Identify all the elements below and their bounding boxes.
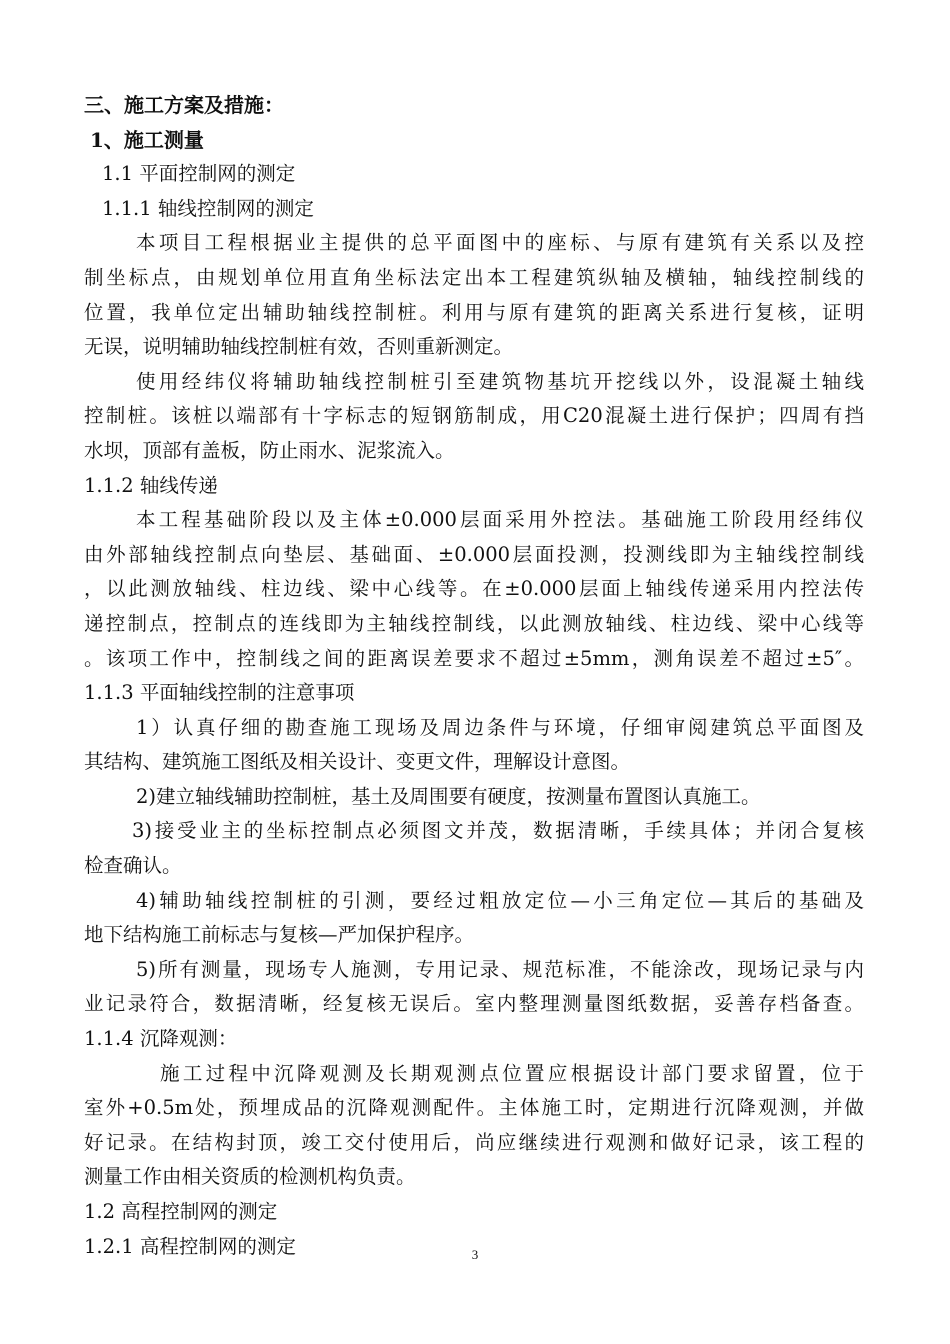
- paragraph-line: 使用经纬仪将辅助轴线控制桩引至建筑物基坑开挖线以外，设混凝土轴线: [136, 369, 864, 393]
- heading-1-1-2: 1.1.2 轴线传递: [84, 473, 218, 497]
- paragraph-line: ，以此测放轴线、柱边线、梁中心线等。在±0.000层面上轴线传递采用内控法传: [84, 577, 864, 601]
- paragraph-line: 本工程基础阶段以及主体±0.000层面采用外控法。基础施工阶段用经纬仪: [136, 508, 864, 532]
- heading-1-1-1: 1.1.1 轴线控制网的测定: [102, 196, 314, 220]
- section-heading: 三、施工方案及措施：: [84, 93, 284, 117]
- list-item-line: 业记录符合，数据清晰，经复核无误后。室内整理测量图纸数据，妥善存档备查。: [84, 992, 864, 1016]
- paragraph-line: 好记录。在结构封顶，竣工交付使用后，尚应继续进行观测和做好记录，该工程的: [84, 1130, 864, 1154]
- page-number: 3: [471, 1247, 479, 1262]
- list-item-line: 其结构、建筑施工图纸及相关设计、变更文件，理解设计意图。: [84, 750, 631, 774]
- heading-1-1-3: 1.1.3 平面轴线控制的注意事项: [84, 681, 355, 705]
- paragraph-line: 测量工作由相关资质的检测机构负责。: [84, 1165, 416, 1189]
- paragraph-line: 位置，我单位定出辅助轴线控制桩。利用与原有建筑的距离关系进行复核，证明: [84, 300, 864, 324]
- paragraph-line: 由外部轴线控制点向垫层、基础面、±0.000层面投测，投测线即为主轴线控制线: [84, 542, 864, 566]
- heading-1-2: 1.2 高程控制网的测定: [84, 1200, 278, 1223]
- list-item-line: 1）认真仔细的勘查施工现场及周边条件与环境，仔细审阅建筑总平面图及: [136, 715, 864, 739]
- list-item-line: 2)建立轴线辅助控制桩，基土及周围要有硬度，按测量布置图认真施工。: [136, 784, 761, 808]
- heading-1-1: 1.1 平面控制网的测定: [102, 162, 296, 186]
- list-item-line: 4)辅助轴线控制桩的引测，要经过粗放定位—小三角定位—其后的基础及: [136, 888, 864, 912]
- paragraph-line: 制坐标点，由规划单位用直角坐标法定出本工程建筑纵轴及横轴，轴线控制线的: [84, 265, 864, 289]
- paragraph-line: 控制桩。该桩以端部有十字标志的短钢筋制成，用C20混凝土进行保护；四周有挡: [84, 404, 864, 428]
- paragraph-line: 本项目工程根据业主提供的总平面图中的座标、与原有建筑有关系以及控: [136, 231, 864, 255]
- heading-1-1-4: 1.1.4 沉降观测：: [84, 1027, 238, 1051]
- paragraph-line: 无误，说明辅助轴线控制桩有效，否则重新测定。: [84, 335, 514, 359]
- list-item-line: 地下结构施工前标志与复核—严加保护程序。: [84, 923, 475, 947]
- paragraph-line: 施工过程中沉降观测及长期观测点位置应根据设计部门要求留置，位于: [160, 1061, 864, 1085]
- heading-1-2-1: 1.2.1 高程控制网的测定: [84, 1234, 296, 1258]
- paragraph-line: 室外+0.5m处，预埋成品的沉降观测配件。主体施工时，定期进行沉降观测，并做: [84, 1096, 864, 1120]
- paragraph-line: 水坝，顶部有盖板，防止雨水、泥浆流入。: [84, 438, 455, 462]
- paragraph-line: 。该项工作中，控制线之间的距离误差要求不超过±5mm，测角误差不超过±5″。: [84, 646, 864, 670]
- paragraph-line: 递控制点，控制点的连线即为主轴线控制线，以此测放轴线、柱边线、梁中心线等: [84, 611, 864, 635]
- list-item-line: 5)所有测量，现场专人施测，专用记录、规范标准，不能涂改，现场记录与内: [136, 957, 864, 981]
- subsection-heading: 1、施工测量: [90, 127, 204, 152]
- document-body: [0, 88, 950, 1264]
- list-item-line: 3)接受业主的坐标控制点必须图文并茂，数据清晰，手续具体；并闭合复核: [132, 819, 864, 843]
- list-item-line: 检查确认。: [84, 854, 182, 878]
